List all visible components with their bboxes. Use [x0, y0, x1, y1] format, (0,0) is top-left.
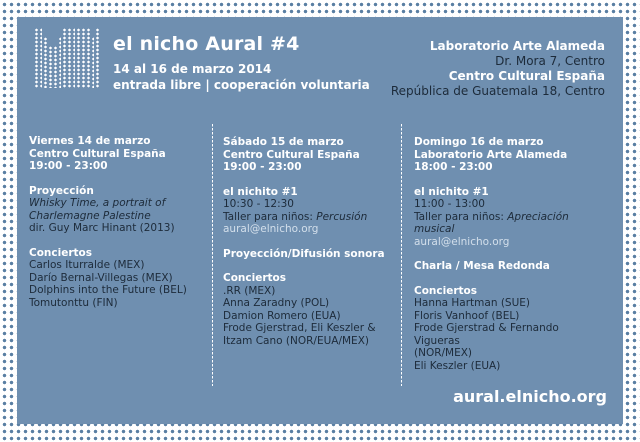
workshop-time: 10:30 - 12:30: [223, 198, 294, 210]
venue-address: República de Guatemala 18, Centro: [390, 84, 605, 98]
concert-item: Floris Vanhoof (BEL): [414, 309, 520, 322]
day-time: 18:00 - 23:00: [414, 161, 493, 173]
workshop-name: Apreciación musical: [414, 210, 569, 235]
section-label: Conciertos: [414, 284, 477, 297]
concert-item: Tomutonttu (FIN): [29, 296, 118, 309]
venue-address: Dr. Mora 7, Centro: [495, 54, 605, 68]
concert-item: Carlos Iturralde (MEX): [29, 259, 145, 271]
event-entry: entrada libre | cooperación voluntaria: [113, 78, 370, 92]
concert-item: Eli Keszler (EUA): [414, 359, 501, 372]
concert-item: Damion Romero (EUA): [223, 309, 341, 322]
workshop-line: [414, 211, 594, 236]
concert-item: Hanna Hartman (SUE): [414, 297, 531, 309]
workshop-name: Percusión: [316, 210, 368, 223]
day-time: 19:00 - 23:00: [29, 160, 108, 172]
concert-item: Anna Zaradny (POL): [223, 297, 330, 309]
email-link[interactable]: aural@elnicho.org: [414, 235, 510, 248]
day-column-sunday: [414, 136, 594, 372]
concert-item: Dolphins into the Future (BEL): [29, 284, 187, 296]
nicho-logo: [35, 28, 99, 88]
day-date: Sábado 15 de marzo: [223, 136, 344, 148]
concert-item: (NOR/MEX): [414, 347, 473, 359]
film-director: dir. Guy Marc Hinant (2013): [29, 222, 175, 234]
concert-item: Frode Gjerstrad, Eli Keszler &: [223, 322, 376, 334]
day-venue: Centro Cultural España: [223, 148, 360, 161]
concert-item: Darío Bernal-Villegas (MEX): [29, 271, 173, 284]
day-time: 19:00 - 23:00: [223, 161, 302, 173]
section-label: Conciertos: [223, 272, 286, 284]
event-dates: 14 al 16 de marzo 2014: [113, 62, 272, 76]
poster-card: [17, 17, 623, 424]
venue-name: Centro Cultural España: [448, 69, 605, 83]
section-label: Proyección: [29, 184, 94, 197]
section-label: el nichito #1: [223, 185, 298, 198]
section-label: Charla / Mesa Redonda: [414, 260, 550, 272]
concert-item: Frode Gjerstrad & Fernando Vigueras: [414, 322, 559, 347]
film-title: Charlemagne Palestine: [29, 209, 151, 222]
film-title: Whisky Time, a portrait of: [29, 197, 166, 209]
column-divider: [212, 124, 213, 386]
section-label: Conciertos: [29, 246, 92, 259]
website-link[interactable]: aural.elnicho.org: [453, 387, 607, 406]
email-link[interactable]: aural@elnicho.org: [223, 223, 319, 235]
day-date: Viernes 14 de marzo: [29, 135, 151, 147]
workshop-prefix: Taller para niños:: [223, 210, 317, 223]
day-venue: Centro Cultural España: [29, 147, 166, 160]
day-venue: Laboratorio Arte Alameda: [414, 148, 568, 161]
section-label: Proyección/Difusión sonora: [223, 247, 385, 260]
workshop-line: [223, 211, 403, 224]
venue-name: Laboratorio Arte Alameda: [429, 39, 605, 53]
concert-item: .RR (MEX): [223, 284, 276, 297]
day-date: Domingo 16 de marzo: [414, 136, 544, 148]
day-column-saturday: [223, 136, 403, 347]
workshop-time: 11:00 - 13:00: [414, 198, 485, 210]
section-label: el nichito #1: [414, 185, 489, 198]
event-title: el nicho Aural #4: [113, 33, 300, 55]
day-column-friday: [29, 135, 209, 309]
venues-block: [391, 39, 605, 99]
concert-item: Itzam Cano (NOR/EUA/MEX): [223, 334, 369, 347]
workshop-prefix: Taller para niños:: [414, 210, 508, 223]
